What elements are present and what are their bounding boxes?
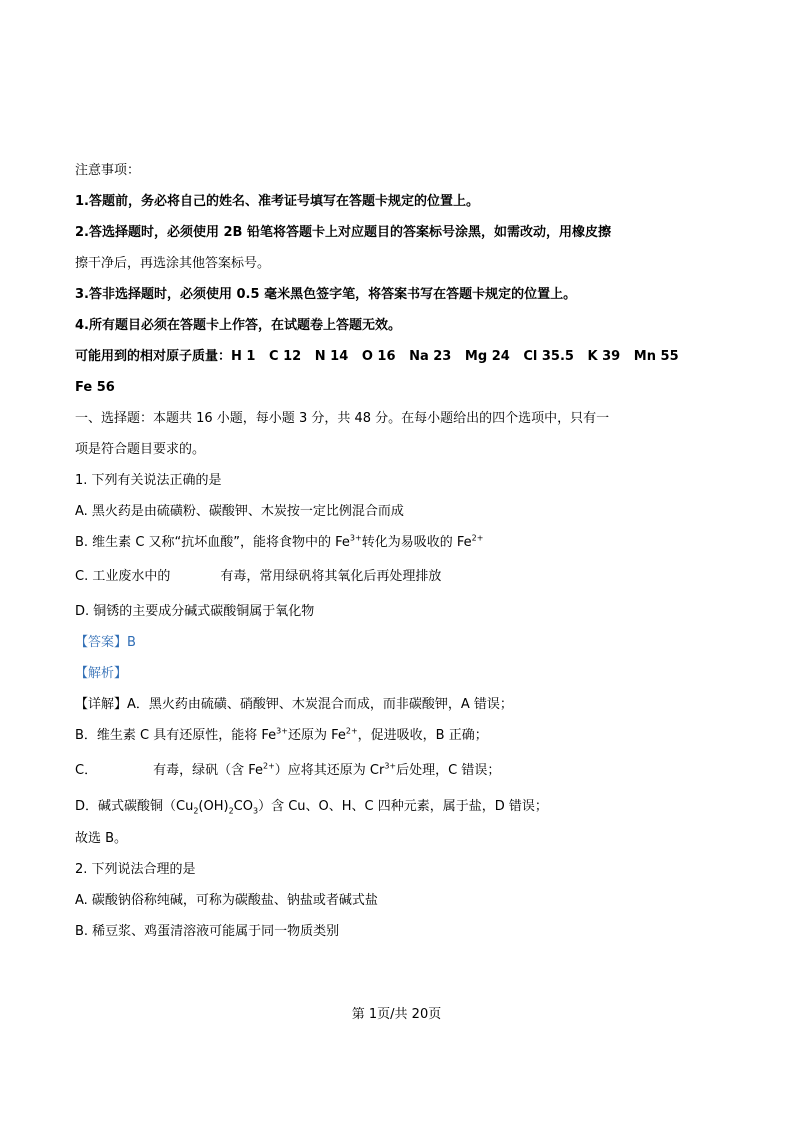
q1-detail-d-text4: ）含 Cu、O、H、C 四种元素，属于盐，D 错误； <box>258 799 548 814</box>
q1-detail-d-sub3: 3 <box>252 806 259 816</box>
q1-answer: 【答案】B <box>75 635 136 650</box>
q1-detail-a-text: A．黑火药由硫磺、硝酸钾、木炭混合而成，而非碳酸钾，A 错误； <box>127 697 513 712</box>
notice-item-2a: 2.答选择题时，必须使用 2B 铅笔将答题卡上对应题目的答案标号涂黑，如需改动，用橡皮擦 <box>75 225 611 240</box>
q1-detail-c-text4: 后处理，C 错误； <box>396 763 501 778</box>
q1-detail-c-sup2: 3+ <box>384 761 397 771</box>
section-heading-b: 项是符合题目要求的。 <box>75 442 206 457</box>
detail-tag: 【详解】 <box>75 697 128 712</box>
q1-detail-c-text2: 有毒，绿矾（含 Fe <box>153 763 263 778</box>
q1-detail-d-sub2: 2 <box>228 806 234 816</box>
notice-item-2b: 擦干净后，再选涂其他答案标号。 <box>75 256 271 271</box>
q1-option-c-text2: 有毒，常用绿矾将其氧化后再处理排放 <box>220 569 442 584</box>
q2-option-b: B. 稀豆浆、鸡蛋清溶液可能属于同一物质类别 <box>75 924 340 939</box>
q1-option-b-sup2: 2+ <box>471 533 484 543</box>
q1-option-b <box>75 534 483 552</box>
q1-detail-d-text3: CO <box>233 799 253 814</box>
q1-option-d: D. 铜锈的主要成分碱式碳酸铜属于氧化物 <box>75 604 315 619</box>
notice-item-1: 1.答题前，务必将自己的姓名、准考证号填写在答题卡规定的位置上。 <box>75 194 479 209</box>
q1-option-c-text: C. 工业废水中的 <box>75 569 171 584</box>
q1-detail-c <box>75 762 500 780</box>
q1-detail-c-sup1: 2+ <box>262 761 275 771</box>
q1-detail-d-sub1: 2 <box>193 806 199 816</box>
q2-option-a: A. 碳酸钠俗称纯碱，可称为碳酸盐、钠盐或者碱式盐 <box>75 893 378 908</box>
section-heading-a: 一、选择题：本题共 16 小题，每小题 3 分，共 48 分。在每小题给出的四个选项中，只有一 <box>75 411 610 426</box>
q1-option-b-text: B. 维生素 C 又称“抗坏血酸”，能将食物中的 Fe <box>75 535 350 550</box>
q1-detail-d-text2: (OH) <box>198 799 229 814</box>
q1-option-b-text2: 转化为易吸收的 Fe <box>361 535 472 550</box>
atomic-masses-line-2: Fe 56 <box>75 380 115 395</box>
q1-detail-b-text: B．维生素 C 具有还原性，能将 Fe <box>75 728 277 743</box>
q1-detail-b-sup2: 2+ <box>345 726 358 736</box>
q2-stem: 2. 下列说法合理的是 <box>75 862 196 877</box>
q1-detail-d-text: D．碱式碳酸铜（Cu <box>75 799 194 814</box>
notice-item-3: 3.答非选择题时，必须使用 0.5 毫米黑色签字笔，将答案书写在答题卡规定的位置上。 <box>75 287 577 302</box>
page-footer: 第 1页/共 20页 <box>351 1007 442 1022</box>
q1-detail-b-sup1: 3+ <box>276 726 288 736</box>
q1-analysis-label: 【解析】 <box>75 666 128 681</box>
q1-option-c <box>75 568 441 586</box>
q1-stem: 1. 下列有关说法正确的是 <box>75 473 222 488</box>
q1-detail-d <box>75 798 548 816</box>
q1-option-b-sup1: 3+ <box>349 533 362 543</box>
q1-option-a: A. 黑火药是由硫磺粉、碳酸钾、木炭按一定比例混合而成 <box>75 504 404 519</box>
atomic-masses-line-1: 可能用到的相对原子质量：H 1 C 12 N 14 O 16 Na 23 Mg 24 Cl 35.5 K 39 Mn 55 <box>75 349 679 364</box>
q1-conclusion: 故选 B。 <box>75 831 128 846</box>
q1-detail-a <box>75 696 513 714</box>
q1-detail-c-text: C． <box>75 763 98 778</box>
q1-detail-b-text2: 还原为 Fe <box>287 728 346 743</box>
q1-detail-b <box>75 727 488 745</box>
notice-title: 注意事项： <box>75 163 141 178</box>
q1-detail-b-text3: ，促进吸收，B 正确； <box>357 728 488 743</box>
notice-item-4: 4.所有题目必须在答题卡上作答，在试题卷上答题无效。 <box>75 318 401 333</box>
q1-detail-c-text3: ）应将其还原为 Cr <box>274 763 385 778</box>
